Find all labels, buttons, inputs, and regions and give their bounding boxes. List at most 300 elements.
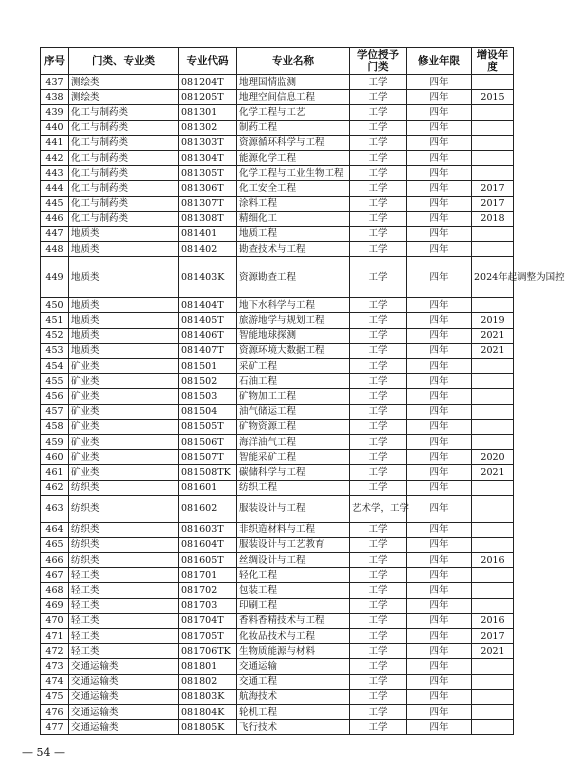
- cell-major-name: 轮机工程: [237, 704, 350, 719]
- cell-degree: 工学: [350, 419, 407, 434]
- cell-major-name: 资源循环科学与工程: [237, 135, 350, 150]
- cell-duration: 四年: [407, 522, 472, 537]
- table-row: [41, 257, 514, 298]
- cell-duration: 四年: [407, 328, 472, 343]
- cell-number: 441: [41, 135, 69, 150]
- cell-code: 081204T: [179, 75, 237, 90]
- cell-duration: 四年: [407, 166, 472, 181]
- cell-code: 081705T: [179, 629, 237, 644]
- table-row: [41, 120, 514, 135]
- cell-code: 081407T: [179, 343, 237, 358]
- table-row: [41, 226, 514, 241]
- cell-code: 081701: [179, 568, 237, 583]
- cell-year-added: [472, 374, 514, 389]
- cell-category: 矿业类: [69, 434, 179, 449]
- cell-duration: 四年: [407, 90, 472, 105]
- cell-duration: 四年: [407, 450, 472, 465]
- cell-duration: 四年: [407, 313, 472, 328]
- cell-duration: 四年: [407, 226, 472, 241]
- cell-year-added: [472, 404, 514, 419]
- cell-year-added: [472, 598, 514, 613]
- cell-category: 纺织类: [69, 480, 179, 495]
- cell-category: 地质类: [69, 343, 179, 358]
- cell-year-added: [472, 720, 514, 735]
- cell-number: 439: [41, 105, 69, 120]
- cell-number: 457: [41, 404, 69, 419]
- cell-duration: 四年: [407, 105, 472, 120]
- cell-duration: 四年: [407, 537, 472, 552]
- table-row: [41, 465, 514, 480]
- cell-category: 地质类: [69, 298, 179, 313]
- cell-major-name: 地质工程: [237, 226, 350, 241]
- table-row: [41, 150, 514, 165]
- cell-duration: 四年: [407, 374, 472, 389]
- cell-category: 矿业类: [69, 465, 179, 480]
- cell-code: 081501: [179, 359, 237, 374]
- cell-code: 081205T: [179, 90, 237, 105]
- cell-duration: 四年: [407, 298, 472, 313]
- cell-major-name: 服装设计与工艺教育: [237, 537, 350, 552]
- cell-code: 081602: [179, 495, 237, 522]
- cell-duration: 四年: [407, 598, 472, 613]
- cell-degree: 工学: [350, 181, 407, 196]
- cell-duration: 四年: [407, 257, 472, 298]
- table-row: [41, 242, 514, 257]
- cell-number: 466: [41, 553, 69, 568]
- cell-number: 450: [41, 298, 69, 313]
- cell-code: 081605T: [179, 553, 237, 568]
- cell-number: 471: [41, 629, 69, 644]
- cell-duration: 四年: [407, 419, 472, 434]
- cell-category: 矿业类: [69, 389, 179, 404]
- cell-year-added: [472, 150, 514, 165]
- table-row: [41, 704, 514, 719]
- cell-code: 081507T: [179, 450, 237, 465]
- cell-code: 081801: [179, 659, 237, 674]
- cell-year-added: [472, 419, 514, 434]
- cell-code: 081301: [179, 105, 237, 120]
- cell-year-added: 2021: [472, 343, 514, 358]
- cell-year-added: [472, 568, 514, 583]
- table-row: [41, 537, 514, 552]
- table-row: [41, 568, 514, 583]
- cell-year-added: [472, 135, 514, 150]
- cell-major-name: 资源环境大数据工程: [237, 343, 350, 358]
- cell-code: 081302: [179, 120, 237, 135]
- cell-category: 纺织类: [69, 537, 179, 552]
- table-row: [41, 166, 514, 181]
- cell-major-name: 采矿工程: [237, 359, 350, 374]
- cell-year-added: 2018: [472, 211, 514, 226]
- table-row: [41, 90, 514, 105]
- cell-year-added: 2021: [472, 465, 514, 480]
- header-duration: 修业年限: [407, 48, 472, 75]
- cell-number: 470: [41, 613, 69, 628]
- cell-number: 462: [41, 480, 69, 495]
- cell-major-name: 石油工程: [237, 374, 350, 389]
- table-row: [41, 75, 514, 90]
- table-row: [41, 359, 514, 374]
- cell-number: 447: [41, 226, 69, 241]
- cell-category: 轻工类: [69, 568, 179, 583]
- cell-year-added: 2024年起调整为国控: [472, 257, 514, 298]
- table-row: [41, 135, 514, 150]
- cell-year-added: [472, 389, 514, 404]
- cell-major-name: 涂料工程: [237, 196, 350, 211]
- cell-duration: 四年: [407, 196, 472, 211]
- cell-year-added: [472, 359, 514, 374]
- table-row: [41, 674, 514, 689]
- table-row: [41, 629, 514, 644]
- cell-degree: 工学: [350, 674, 407, 689]
- cell-degree: 工学: [350, 704, 407, 719]
- cell-number: 452: [41, 328, 69, 343]
- cell-major-name: 矿物加工工程: [237, 389, 350, 404]
- table-row: [41, 105, 514, 120]
- cell-duration: 四年: [407, 704, 472, 719]
- cell-code: 081502: [179, 374, 237, 389]
- cell-category: 交通运输类: [69, 689, 179, 704]
- table-row: [41, 598, 514, 613]
- cell-major-name: 智能地球探测: [237, 328, 350, 343]
- header-category: 门类、专业类: [69, 48, 179, 75]
- table-row: [41, 480, 514, 495]
- table-row: [41, 522, 514, 537]
- cell-category: 交通运输类: [69, 659, 179, 674]
- cell-code: 081503: [179, 389, 237, 404]
- cell-category: 测绘类: [69, 75, 179, 90]
- cell-category: 化工与制药类: [69, 120, 179, 135]
- table-row: [41, 613, 514, 628]
- cell-code: 081704T: [179, 613, 237, 628]
- cell-code: 081504: [179, 404, 237, 419]
- cell-number: 456: [41, 389, 69, 404]
- cell-number: 468: [41, 583, 69, 598]
- cell-duration: 四年: [407, 629, 472, 644]
- cell-code: 081804K: [179, 704, 237, 719]
- cell-major-name: 化工安全工程: [237, 181, 350, 196]
- cell-category: 化工与制药类: [69, 196, 179, 211]
- cell-year-added: [472, 75, 514, 90]
- cell-category: 化工与制药类: [69, 211, 179, 226]
- cell-number: 449: [41, 257, 69, 298]
- cell-degree: 工学: [350, 537, 407, 552]
- cell-degree: 工学: [350, 135, 407, 150]
- cell-number: 443: [41, 166, 69, 181]
- cell-duration: 四年: [407, 583, 472, 598]
- cell-major-name: 交通工程: [237, 674, 350, 689]
- cell-duration: 四年: [407, 343, 472, 358]
- cell-number: 442: [41, 150, 69, 165]
- cell-degree: 工学: [350, 211, 407, 226]
- cell-code: 081506T: [179, 434, 237, 449]
- cell-category: 矿业类: [69, 404, 179, 419]
- cell-degree: 工学: [350, 434, 407, 449]
- cell-degree: 工学: [350, 328, 407, 343]
- header-code: 专业代码: [179, 48, 237, 75]
- cell-degree: 工学: [350, 75, 407, 90]
- cell-number: 445: [41, 196, 69, 211]
- cell-major-name: 海洋油气工程: [237, 434, 350, 449]
- cell-duration: 四年: [407, 720, 472, 735]
- cell-degree: 工学: [350, 242, 407, 257]
- cell-category: 轻工类: [69, 583, 179, 598]
- cell-major-name: 包装工程: [237, 583, 350, 598]
- cell-code: 081304T: [179, 150, 237, 165]
- cell-major-name: 生物质能源与材料: [237, 644, 350, 659]
- cell-category: 化工与制药类: [69, 150, 179, 165]
- table-row: [41, 659, 514, 674]
- cell-year-added: [472, 226, 514, 241]
- table-row: [41, 419, 514, 434]
- cell-year-added: [472, 480, 514, 495]
- cell-degree: 工学: [350, 374, 407, 389]
- table-row: [41, 434, 514, 449]
- cell-year-added: 2017: [472, 181, 514, 196]
- cell-number: 476: [41, 704, 69, 719]
- table-row: [41, 298, 514, 313]
- cell-code: 081508TK: [179, 465, 237, 480]
- cell-year-added: [472, 674, 514, 689]
- cell-category: 矿业类: [69, 419, 179, 434]
- cell-category: 地质类: [69, 242, 179, 257]
- cell-duration: 四年: [407, 120, 472, 135]
- cell-year-added: [472, 495, 514, 522]
- cell-degree: 工学: [350, 553, 407, 568]
- cell-major-name: 非织造材料与工程: [237, 522, 350, 537]
- cell-code: 081303T: [179, 135, 237, 150]
- cell-number: 440: [41, 120, 69, 135]
- cell-category: 地质类: [69, 226, 179, 241]
- cell-year-added: [472, 166, 514, 181]
- cell-degree: 工学: [350, 343, 407, 358]
- cell-number: 475: [41, 689, 69, 704]
- table-row: [41, 196, 514, 211]
- cell-duration: 四年: [407, 644, 472, 659]
- cell-year-added: [472, 583, 514, 598]
- cell-code: 081404T: [179, 298, 237, 313]
- cell-number: 469: [41, 598, 69, 613]
- cell-major-name: 资源勘查工程: [237, 257, 350, 298]
- cell-code: 081601: [179, 480, 237, 495]
- cell-number: 473: [41, 659, 69, 674]
- cell-duration: 四年: [407, 135, 472, 150]
- table-row: [41, 689, 514, 704]
- cell-major-name: 丝绸设计与工程: [237, 553, 350, 568]
- cell-degree: 工学: [350, 644, 407, 659]
- cell-major-name: 化妆品技术与工程: [237, 629, 350, 644]
- cell-code: 081405T: [179, 313, 237, 328]
- cell-category: 轻工类: [69, 598, 179, 613]
- cell-code: 081604T: [179, 537, 237, 552]
- table-row: [41, 389, 514, 404]
- cell-year-added: 2021: [472, 644, 514, 659]
- cell-duration: 四年: [407, 150, 472, 165]
- cell-year-added: [472, 537, 514, 552]
- cell-year-added: 2016: [472, 553, 514, 568]
- cell-duration: 四年: [407, 568, 472, 583]
- cell-degree: 工学: [350, 613, 407, 628]
- table-row: [41, 720, 514, 735]
- cell-duration: 四年: [407, 359, 472, 374]
- cell-degree: 工学: [350, 313, 407, 328]
- cell-major-name: 制药工程: [237, 120, 350, 135]
- cell-duration: 四年: [407, 480, 472, 495]
- cell-duration: 四年: [407, 613, 472, 628]
- cell-category: 轻工类: [69, 644, 179, 659]
- table-row: [41, 644, 514, 659]
- cell-number: 472: [41, 644, 69, 659]
- cell-code: 081401: [179, 226, 237, 241]
- cell-degree: 工学: [350, 583, 407, 598]
- cell-code: 081402: [179, 242, 237, 257]
- cell-major-name: 化学工程与工艺: [237, 105, 350, 120]
- cell-degree: 工学: [350, 465, 407, 480]
- table-row: [41, 181, 514, 196]
- cell-degree: 工学: [350, 689, 407, 704]
- cell-code: 081307T: [179, 196, 237, 211]
- cell-code: 081702: [179, 583, 237, 598]
- cell-number: 454: [41, 359, 69, 374]
- cell-degree: 工学: [350, 659, 407, 674]
- cell-degree: 工学: [350, 598, 407, 613]
- table-row: [41, 553, 514, 568]
- cell-number: 438: [41, 90, 69, 105]
- cell-year-added: 2019: [472, 313, 514, 328]
- cell-category: 轻工类: [69, 629, 179, 644]
- cell-number: 453: [41, 343, 69, 358]
- cell-degree: 工学: [350, 150, 407, 165]
- cell-category: 地质类: [69, 328, 179, 343]
- cell-category: 交通运输类: [69, 720, 179, 735]
- cell-year-added: [472, 522, 514, 537]
- cell-degree: 工学: [350, 257, 407, 298]
- cell-category: 矿业类: [69, 450, 179, 465]
- header-major-name: 专业名称: [237, 48, 350, 75]
- cell-number: 448: [41, 242, 69, 257]
- cell-category: 化工与制药类: [69, 135, 179, 150]
- cell-duration: 四年: [407, 674, 472, 689]
- cell-number: 459: [41, 434, 69, 449]
- cell-major-name: 能源化学工程: [237, 150, 350, 165]
- cell-category: 测绘类: [69, 90, 179, 105]
- cell-category: 化工与制药类: [69, 105, 179, 120]
- cell-degree: 工学: [350, 450, 407, 465]
- cell-code: 081802: [179, 674, 237, 689]
- table-row: [41, 211, 514, 226]
- cell-year-added: [472, 298, 514, 313]
- table-row: [41, 328, 514, 343]
- cell-year-added: 2016: [472, 613, 514, 628]
- cell-degree: 工学: [350, 480, 407, 495]
- cell-degree: 艺术学，工学: [350, 495, 407, 522]
- cell-code: 081308T: [179, 211, 237, 226]
- cell-duration: 四年: [407, 553, 472, 568]
- cell-major-name: 地理空间信息工程: [237, 90, 350, 105]
- cell-number: 467: [41, 568, 69, 583]
- cell-degree: 工学: [350, 166, 407, 181]
- cell-major-name: 碳储科学与工程: [237, 465, 350, 480]
- cell-major-name: 智能采矿工程: [237, 450, 350, 465]
- cell-major-name: 航海技术: [237, 689, 350, 704]
- cell-major-name: 服装设计与工程: [237, 495, 350, 522]
- cell-degree: 工学: [350, 720, 407, 735]
- major-catalog-table: [40, 47, 565, 735]
- header-year-added: 增设年度: [472, 48, 514, 75]
- cell-number: 463: [41, 495, 69, 522]
- table-row: [41, 374, 514, 389]
- cell-major-name: 地下水科学与工程: [237, 298, 350, 313]
- cell-year-added: [472, 689, 514, 704]
- cell-major-name: 飞行技术: [237, 720, 350, 735]
- cell-degree: 工学: [350, 629, 407, 644]
- cell-duration: 四年: [407, 434, 472, 449]
- cell-degree: 工学: [350, 568, 407, 583]
- cell-degree: 工学: [350, 389, 407, 404]
- cell-code: 081706TK: [179, 644, 237, 659]
- header-degree: 学位授予门类: [350, 48, 407, 75]
- cell-duration: 四年: [407, 689, 472, 704]
- cell-number: 446: [41, 211, 69, 226]
- cell-degree: 工学: [350, 359, 407, 374]
- cell-major-name: 纺织工程: [237, 480, 350, 495]
- cell-major-name: 矿物资源工程: [237, 419, 350, 434]
- cell-major-name: 旅游地学与规划工程: [237, 313, 350, 328]
- table-header-row: [41, 48, 514, 75]
- cell-category: 交通运输类: [69, 704, 179, 719]
- cell-degree: 工学: [350, 120, 407, 135]
- cell-degree: 工学: [350, 105, 407, 120]
- cell-duration: 四年: [407, 242, 472, 257]
- cell-year-added: [472, 434, 514, 449]
- cell-year-added: [472, 659, 514, 674]
- cell-major-name: 油气储运工程: [237, 404, 350, 419]
- cell-category: 矿业类: [69, 374, 179, 389]
- header-number: 序号: [41, 48, 69, 75]
- cell-category: 纺织类: [69, 553, 179, 568]
- cell-year-added: [472, 704, 514, 719]
- cell-major-name: 轻化工程: [237, 568, 350, 583]
- cell-year-added: 2015: [472, 90, 514, 105]
- cell-number: 477: [41, 720, 69, 735]
- cell-duration: 四年: [407, 404, 472, 419]
- cell-major-name: 精细化工: [237, 211, 350, 226]
- cell-degree: 工学: [350, 404, 407, 419]
- cell-number: 465: [41, 537, 69, 552]
- cell-duration: 四年: [407, 75, 472, 90]
- cell-duration: 四年: [407, 495, 472, 522]
- cell-degree: 工学: [350, 90, 407, 105]
- cell-category: 地质类: [69, 313, 179, 328]
- cell-year-added: [472, 242, 514, 257]
- cell-major-name: 地理国情监测: [237, 75, 350, 90]
- cell-major-name: 化学工程与工业生物工程: [237, 166, 350, 181]
- cell-duration: 四年: [407, 181, 472, 196]
- cell-degree: 工学: [350, 522, 407, 537]
- cell-code: 081305T: [179, 166, 237, 181]
- cell-code: 081505T: [179, 419, 237, 434]
- cell-duration: 四年: [407, 389, 472, 404]
- cell-category: 地质类: [69, 257, 179, 298]
- cell-major-name: 印刷工程: [237, 598, 350, 613]
- cell-code: 081406T: [179, 328, 237, 343]
- cell-code: 081805K: [179, 720, 237, 735]
- cell-code: 081403K: [179, 257, 237, 298]
- cell-number: 474: [41, 674, 69, 689]
- cell-duration: 四年: [407, 211, 472, 226]
- cell-number: 461: [41, 465, 69, 480]
- cell-duration: 四年: [407, 465, 472, 480]
